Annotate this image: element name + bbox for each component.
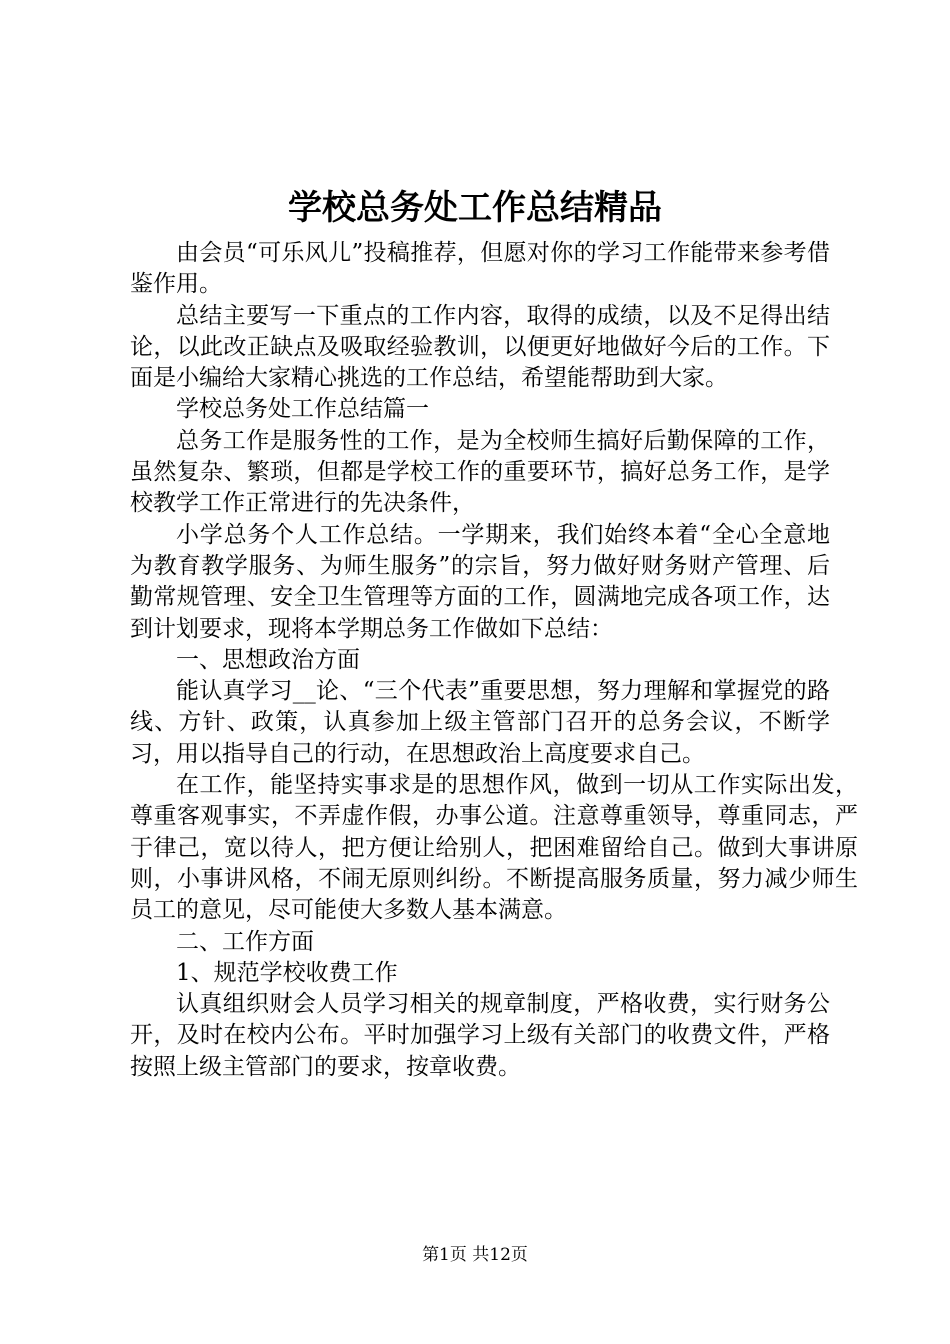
- paragraph-fee-details: 认真组织财会人员学习相关的规章制度，严格收费，实行财务公开，及时在校内公布。平时加强学习上级有关部门的收费文件，严格按照上级主管部门的要求，按章收费。: [130, 991, 830, 1080]
- heading-work-aspects: 二、工作方面: [176, 928, 314, 955]
- paragraph-semester-summary: 小学总务个人工作总结。一学期来，我们始终本着“全心全意地为教育教学服务、为师生服务”的宗旨，努力做好财务财产管理、后勤常规管理、安全卫生管理等方面的工作，圆满地完成各项工作，达到计划要求，现将本学期总务工作做如下总结：: [130, 521, 830, 642]
- paragraph-work-style: 在工作，能坚持实事求是的思想作风，做到一切从工作实际出发，尊重客观事实，不弄虚作假，办事公道。注意尊重领导，尊重同志，严于律己，宽以待人，把方便让给别人，把困难留给自己。做到大事讲原则，小事讲风格，不闹无原则纠纷。不断提高服务质量，努力减少师生员工的意见，尽可能使大多数人基本满意。: [130, 772, 858, 924]
- heading-political-thought: 一、思想政治方面: [176, 646, 360, 673]
- document-title: 学校总务处工作总结精品: [288, 188, 662, 228]
- paragraph-general-affairs: 总务工作是服务性的工作，是为全校师生搞好后勤保障的工作，虽然复杂、繁琐，但都是学校工作的重要环节，搞好总务工作，是学校教学工作正常进行的先决条件，: [130, 427, 830, 517]
- paragraph-summary-note: 总结主要写一下重点的工作内容，取得的成绩，以及不足得出结论，以此改正缺点及吸取经验教训，以便更好地做好今后的工作。下面是小编给大家精心挑选的工作总结，希望能帮助到大家。: [130, 302, 830, 392]
- paragraph-intro: 由会员“可乐风儿”投稿推荐，但愿对你的学习工作能带来参考借鉴作用。: [130, 240, 830, 298]
- section-heading-part-one: 学校总务处工作总结篇一: [176, 396, 429, 423]
- page-number-footer: 第1页 共12页: [422, 1245, 528, 1265]
- heading-fee-regulation: 1、规范学校收费工作: [176, 959, 398, 986]
- paragraph-study: 能认真学习__论、“三个代表”重要思想，努力理解和掌握党的路线、方针、政策，认真参加上级主管部门召开的总务会议，不断学习，用以指导自己的行动，在思想政治上高度要求自己。: [130, 678, 830, 767]
- document-body: [130, 238, 858, 1083]
